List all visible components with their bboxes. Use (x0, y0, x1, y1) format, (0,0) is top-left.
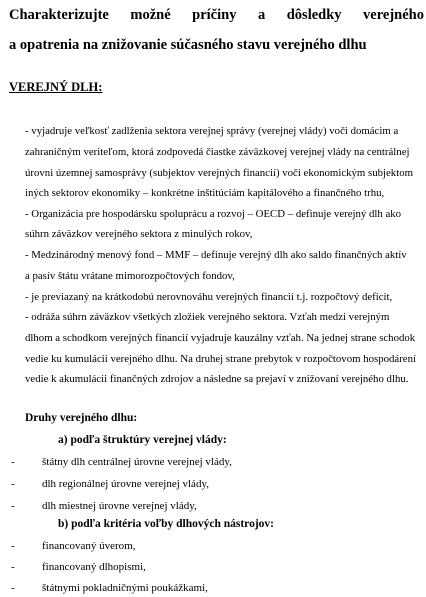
list-bullet: - (11, 540, 15, 552)
list-item-text: dlh regionálnej úrovne verejnej vlády, (42, 478, 209, 490)
list-item-text: financovaný dlhopismi, (42, 561, 146, 573)
list-item-text: dlh miestnej úrovne verejnej vlády, (42, 500, 197, 512)
paragraph-line: iných sektorov ekonomiky – konkrétne inštitúciám kapitálového a finančného trhu, (25, 187, 385, 199)
paragraph-line: a pasív štátu vrátane mimorozpočtových fondov, (25, 270, 235, 282)
list-bullet: - (11, 561, 15, 573)
list-item-text: štátnymi pokladničnými poukážkami, (42, 582, 208, 594)
paragraph-line: - je previazaný na krátkodobú nerovnováhu verejných financií t.j. rozpočtový deficit, (25, 291, 393, 303)
paragraph-line: súhrn záväzkov verejného sektora z minulých rokov, (25, 228, 253, 240)
paragraph-line: - Organizácia pre hospodársku spoluprácu a rozvoj – OECD – definuje verejný dlh ako (25, 208, 402, 220)
types-heading: Druhy verejného dlhu: (25, 412, 138, 424)
document-title-line-2: a opatrenia na znižovanie súčasného stavu verejného dlhu (9, 37, 367, 53)
subsection-heading-b: b) podľa kritéria voľby dlhových nástrojov: (58, 518, 274, 530)
paragraph-line: vedie ku kumulácii verejného dlhu. Na druhej strane prebytok v rozpočtovom hospodárení (25, 353, 416, 365)
subsection-heading-a: a) podľa štruktúry verejnej vlády: (58, 434, 227, 446)
paragraph-line: vedie k akumulácii finančných zdrojov a následne sa prejaví v znižovaní verejného dlhu. (25, 373, 409, 385)
list-item-text: financovaný úverom, (42, 540, 136, 552)
paragraph-line: dlhom a schodkom verejných financií vyjadruje kauzálny vzťah. Na jednej strane schodok (25, 332, 416, 344)
paragraph-line: - vyjadruje veľkosť zadlženia sektora verejnej správy (verejnej vlády) voči domácim a (25, 125, 399, 137)
document-title-line-1: Charakterizujte možné príčiny a dôsledky verejného (9, 7, 424, 23)
paragraph-line: - odráža súhrn záväzkov všetkých zložiek verejného sektora. Vzťah medzi verejným (25, 311, 390, 323)
list-item-text: štátny dlh centrálnej úrovne verejnej vlády, (42, 456, 232, 468)
list-bullet: - (11, 582, 15, 594)
paragraph-line: - Medzinárodný menový fond – MMF – definuje verejný dlh ako saldo finančných aktív (25, 249, 407, 261)
paragraph-line: úrovni územnej samosprávy (subjektov verejných financií) voči ekonomickým subjektom (25, 167, 413, 179)
list-bullet: - (11, 500, 15, 512)
paragraph-line: zahraničným veriteľom, ktorá zodpovedá čiastke záväzkovej verejnej vlády na centrálnej (25, 146, 410, 158)
section-heading: VEREJNÝ DLH: (9, 80, 103, 94)
list-bullet: - (11, 456, 15, 468)
list-bullet: - (11, 478, 15, 490)
